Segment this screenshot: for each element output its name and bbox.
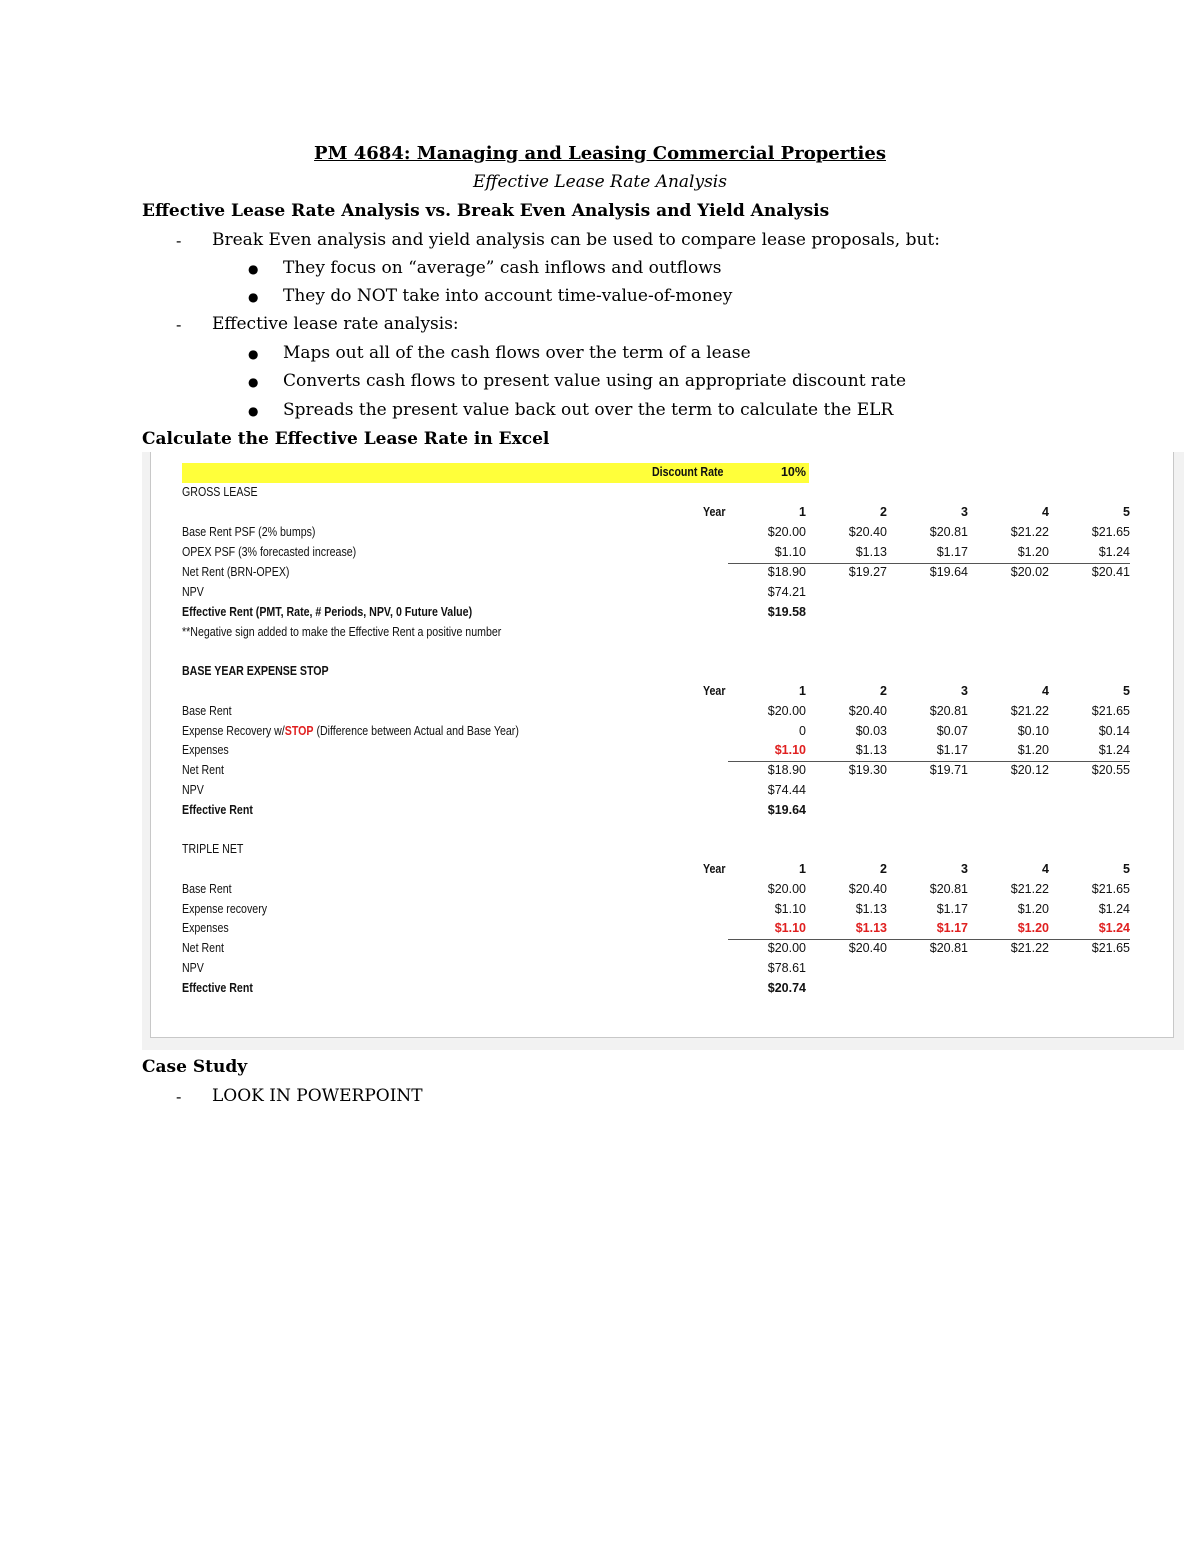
year-cell: 1 — [799, 684, 806, 698]
list-item: Effective lease rate analysis: — [212, 314, 459, 334]
cell: $1.17 — [936, 921, 968, 935]
cell: $1.17 — [936, 545, 968, 559]
cell: $1.10 — [774, 902, 806, 916]
cell: $1.24 — [1098, 902, 1130, 916]
cell: $1.13 — [855, 545, 887, 559]
cell: $0.14 — [1098, 724, 1130, 738]
cell: $0.03 — [855, 724, 887, 738]
bullet-icon: ● — [248, 290, 259, 304]
cell: $19.27 — [848, 565, 887, 579]
cell: $21.65 — [1091, 704, 1130, 718]
cell: $1.17 — [936, 902, 968, 916]
year-cell: 5 — [1123, 684, 1130, 698]
cell: $74.44 — [767, 783, 806, 797]
cell: $20.02 — [1010, 565, 1049, 579]
row-label: Base Rent PSF (2% bumps) — [182, 525, 316, 539]
cell: $1.24 — [1098, 921, 1130, 935]
list-item: Break Even analysis and yield analysis can be used to compare lease proposals, but: — [212, 230, 940, 250]
discount-rate-value: 10% — [780, 465, 806, 479]
cell: $20.74 — [767, 981, 806, 995]
year-cell: 4 — [1042, 505, 1049, 519]
cell: $20.12 — [1010, 763, 1049, 777]
year-cell: 5 — [1123, 505, 1130, 519]
cell: $1.24 — [1098, 743, 1130, 757]
year-cell: 4 — [1042, 684, 1049, 698]
year-cell: 1 — [799, 505, 806, 519]
year-cell: 1 — [799, 862, 806, 876]
year-cell: 2 — [880, 505, 887, 519]
year-cell: 2 — [880, 862, 887, 876]
cell: $1.20 — [1017, 921, 1049, 935]
stop-highlight: STOP — [284, 724, 314, 738]
list-subitem: Maps out all of the cash flows over the term of a lease — [283, 343, 751, 363]
year-cell: 3 — [961, 505, 968, 519]
cell: $1.17 — [936, 743, 968, 757]
bullet-icon: ● — [248, 375, 259, 389]
sum-underline — [728, 761, 1130, 762]
dash-marker: - — [176, 1087, 182, 1106]
section-heading-excel: Calculate the Effective Lease Rate in Excel — [142, 429, 550, 449]
cell: $1.10 — [774, 545, 806, 559]
cell: $1.24 — [1098, 545, 1130, 559]
row-label: Effective Rent — [182, 981, 253, 995]
base-stop-title: BASE YEAR EXPENSE STOP — [182, 664, 329, 678]
cell: $19.64 — [767, 803, 806, 817]
cell: $20.81 — [929, 704, 968, 718]
row-label: OPEX PSF (3% forecasted increase) — [182, 545, 357, 559]
cell: $19.30 — [848, 763, 887, 777]
cell: $1.20 — [1017, 743, 1049, 757]
cell: $1.10 — [774, 921, 806, 935]
year-label: Year — [703, 684, 726, 698]
gross-lease-title: GROSS LEASE — [182, 485, 258, 499]
cell: $21.22 — [1010, 941, 1049, 955]
cell: $78.61 — [767, 961, 806, 975]
cell: $0.10 — [1017, 724, 1049, 738]
list-item: LOOK IN POWERPOINT — [212, 1086, 423, 1106]
year-cell: 4 — [1042, 862, 1049, 876]
cell: $21.22 — [1010, 704, 1049, 718]
year-cell: 2 — [880, 684, 887, 698]
list-subitem: They focus on “average” cash inflows and outflows — [283, 258, 722, 278]
row-label-expense-recovery — [182, 724, 519, 738]
page-title: PM 4684: Managing and Leasing Commercial Properties — [314, 143, 886, 164]
list-subitem: Spreads the present value back out over the term to calculate the ELR — [283, 400, 894, 420]
cell: $21.65 — [1091, 882, 1130, 896]
dash-marker: - — [176, 231, 182, 250]
sum-underline — [728, 563, 1130, 564]
cell: $74.21 — [767, 585, 806, 599]
cell: $21.22 — [1010, 882, 1049, 896]
cell: $20.55 — [1091, 763, 1130, 777]
bullet-icon: ● — [248, 404, 259, 418]
row-label: NPV — [182, 585, 204, 599]
cell: $20.81 — [929, 882, 968, 896]
cell: $20.00 — [767, 882, 806, 896]
dash-marker: - — [176, 315, 182, 334]
year-label: Year — [703, 505, 726, 519]
row-label: Net Rent — [182, 763, 224, 777]
section-heading-elr-vs-breakeven: Effective Lease Rate Analysis vs. Break Even Analysis and Yield Analysis — [142, 201, 830, 221]
row-label: Expenses — [182, 921, 229, 935]
discount-rate-label: Discount Rate — [652, 465, 724, 479]
cell: $20.00 — [767, 941, 806, 955]
cell: $20.40 — [848, 704, 887, 718]
list-subitem: They do NOT take into account time-value-of-money — [283, 286, 733, 306]
bullet-icon: ● — [248, 262, 259, 276]
cell: $1.13 — [855, 743, 887, 757]
sum-underline — [728, 939, 1130, 940]
cell: $21.22 — [1010, 525, 1049, 539]
row-label: Base Rent — [182, 704, 232, 718]
cell: $1.13 — [855, 921, 887, 935]
cell: $20.41 — [1091, 565, 1130, 579]
cell: $1.20 — [1017, 902, 1049, 916]
row-label: Expense recovery — [182, 902, 268, 916]
cell: $19.71 — [929, 763, 968, 777]
row-label: NPV — [182, 961, 204, 975]
cell: $20.40 — [848, 525, 887, 539]
row-label: Net Rent (BRN-OPEX) — [182, 565, 290, 579]
cell: $20.81 — [929, 525, 968, 539]
row-label: Base Rent — [182, 882, 232, 896]
cell: $18.90 — [767, 565, 806, 579]
list-subitem: Converts cash flows to present value using an appropriate discount rate — [283, 371, 907, 391]
cell: $18.90 — [767, 763, 806, 777]
row-label: Effective Rent — [182, 803, 253, 817]
cell: $0.07 — [936, 724, 968, 738]
cell: $21.65 — [1091, 525, 1130, 539]
triple-net-title: TRIPLE NET — [182, 842, 244, 856]
bullet-icon: ● — [248, 347, 259, 361]
page-subtitle: Effective Lease Rate Analysis — [473, 172, 727, 192]
year-cell: 3 — [961, 862, 968, 876]
section-heading-case-study: Case Study — [142, 1057, 248, 1077]
cell: $21.65 — [1091, 941, 1130, 955]
cell: $19.64 — [929, 565, 968, 579]
cell: $20.40 — [848, 941, 887, 955]
year-label: Year — [703, 862, 726, 876]
cell: 0 — [799, 724, 806, 738]
cell: $20.00 — [767, 525, 806, 539]
cell: $20.40 — [848, 882, 887, 896]
cell: $20.81 — [929, 941, 968, 955]
cell: $1.20 — [1017, 545, 1049, 559]
row-label: Expenses — [182, 743, 229, 757]
cell: $1.13 — [855, 902, 887, 916]
cell: $20.00 — [767, 704, 806, 718]
row-label: Effective Rent (PMT, Rate, # Periods, NPV, 0 Future Value) — [182, 605, 473, 619]
year-cell: 5 — [1123, 862, 1130, 876]
label-part: (Difference between Actual and Base Year) — [313, 724, 519, 738]
row-label: NPV — [182, 783, 204, 797]
label-part: Expense Recovery w/ — [182, 724, 285, 738]
row-label: Net Rent — [182, 941, 224, 955]
note: **Negative sign added to make the Effective Rent a positive number — [182, 625, 502, 639]
cell: $19.58 — [767, 605, 806, 619]
cell: $1.10 — [774, 743, 806, 757]
year-cell: 3 — [961, 684, 968, 698]
